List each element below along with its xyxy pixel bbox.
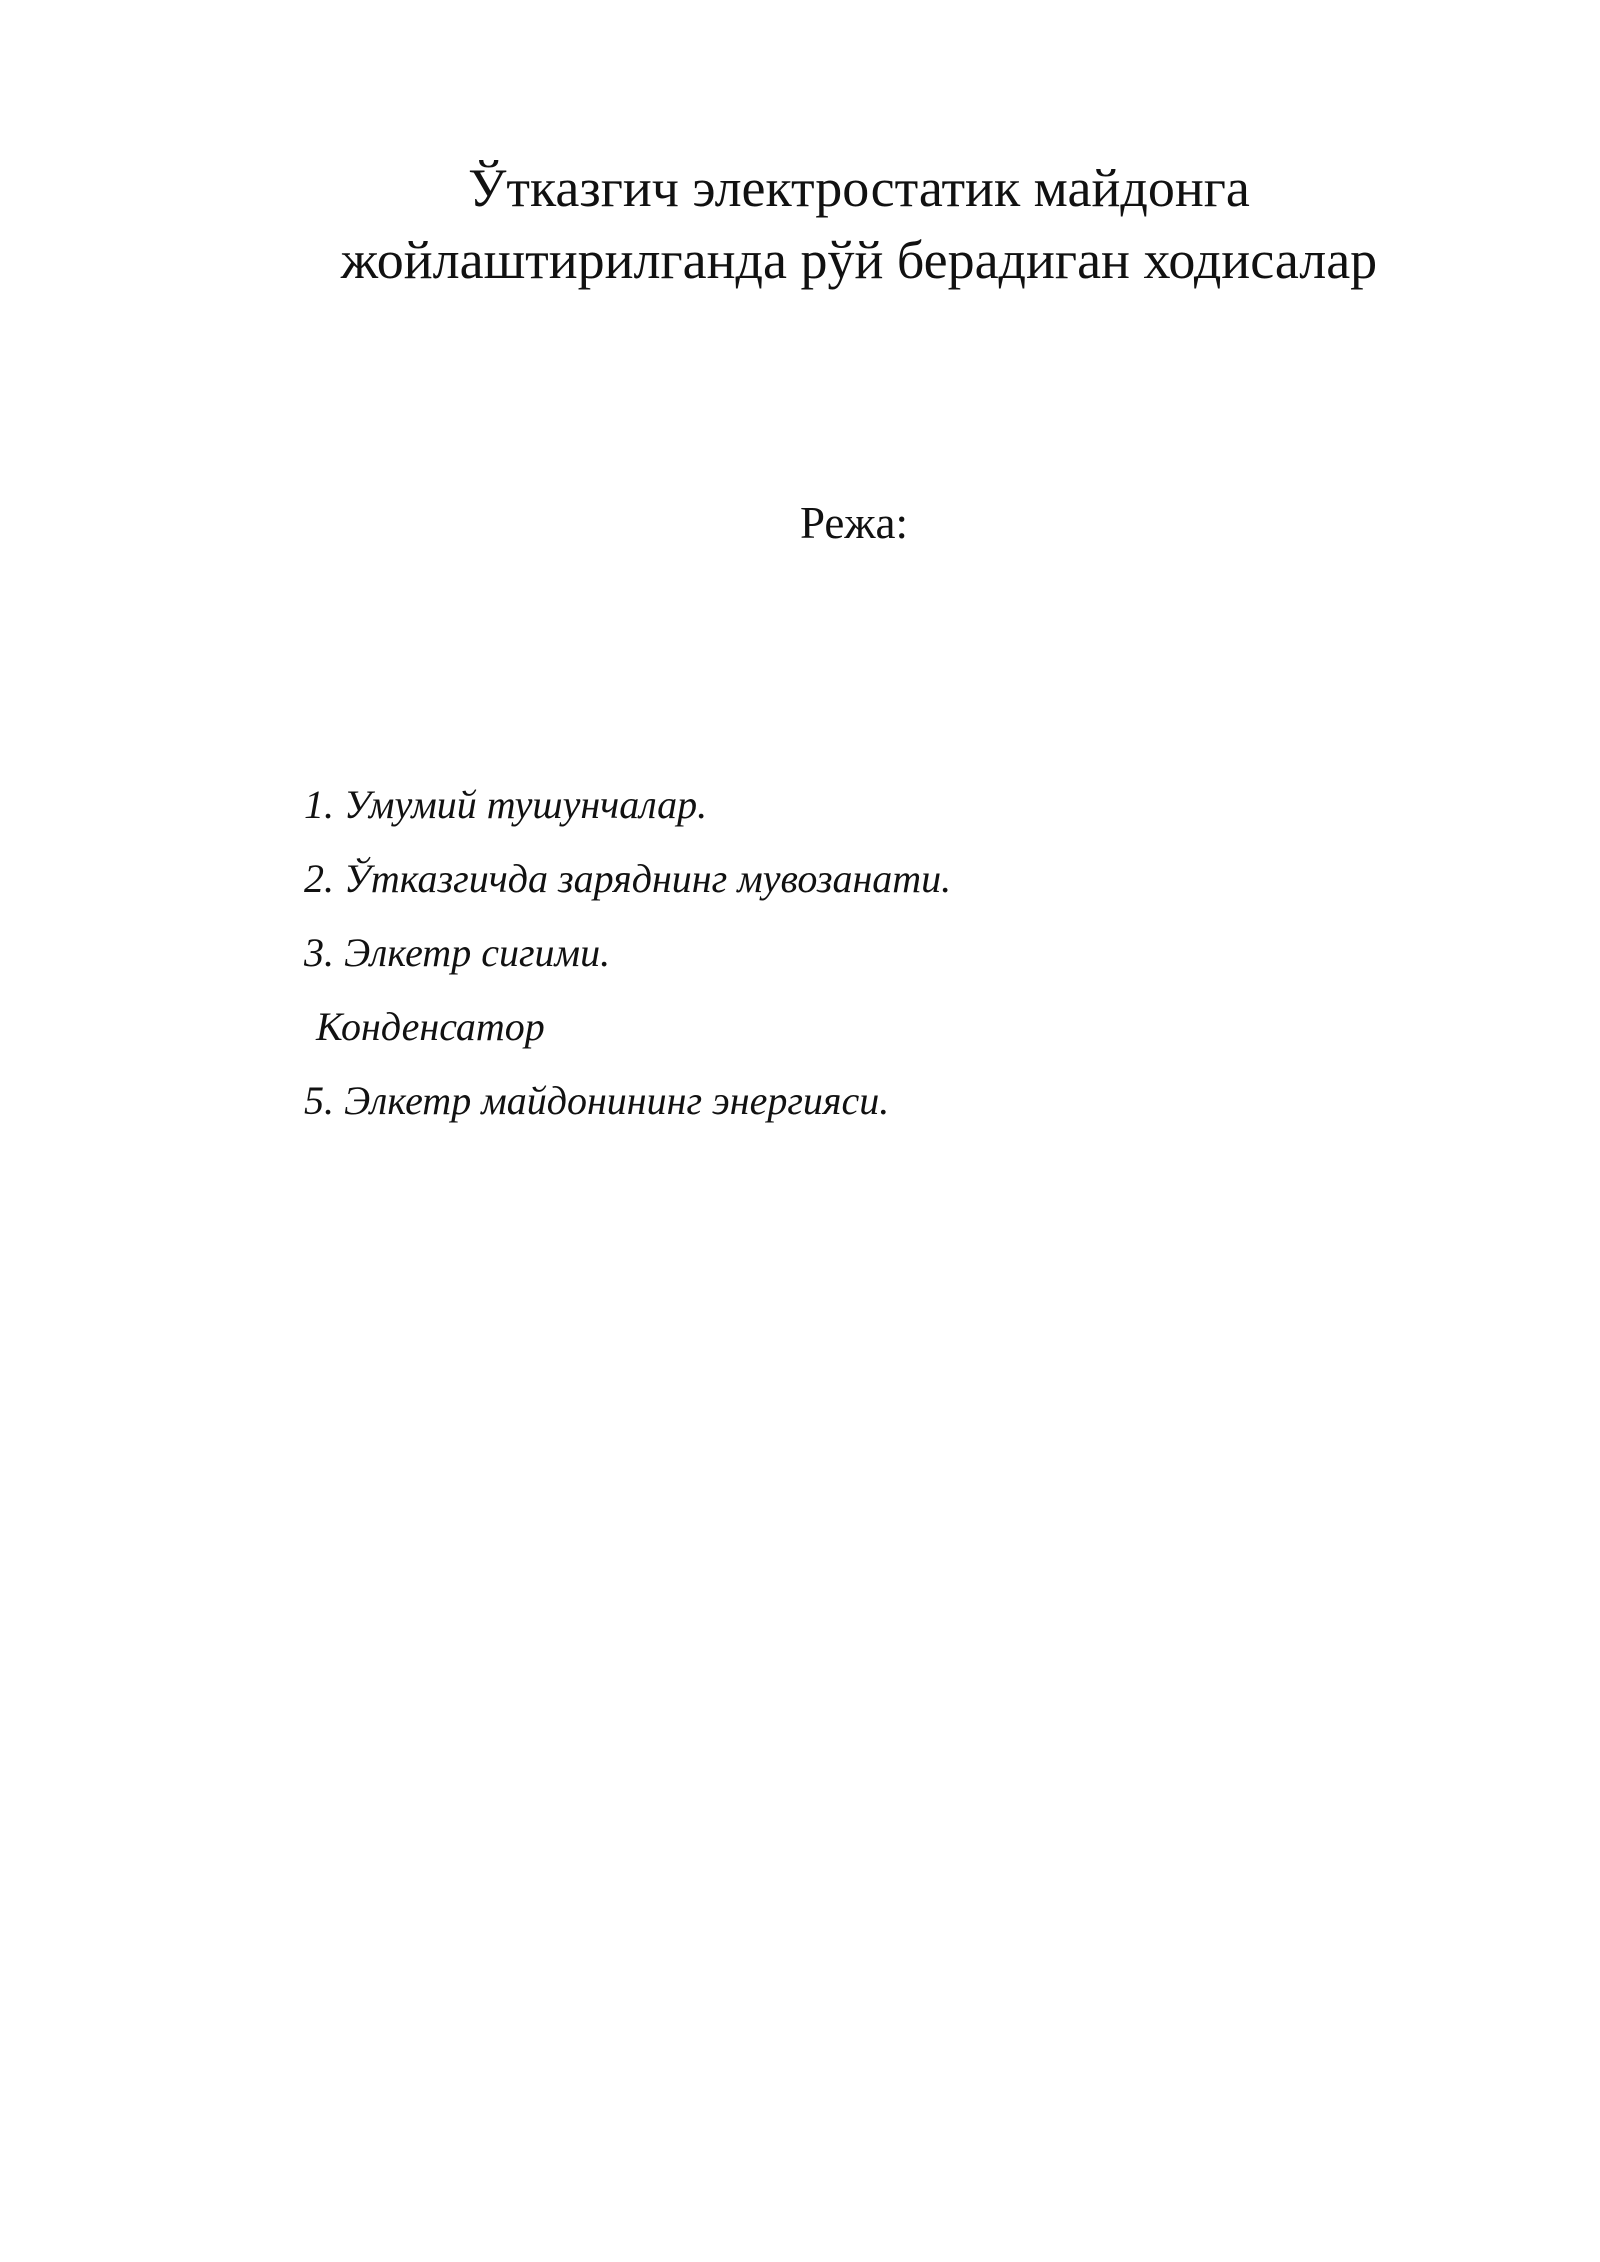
title-line-2: жойлаштирилганда рўй берадиган ходисалар	[340, 230, 1378, 290]
outline-item-3: 3. Элкетр сигими.	[304, 930, 611, 975]
outline-item-4: Конденсатор	[316, 1004, 545, 1049]
outline-item-2: 2. Ўтказгичда заряднинг мувозанати.	[304, 856, 952, 901]
outline-item-1: 1. Умумий тушунчалар.	[304, 782, 708, 827]
plan-heading: Режа:	[800, 498, 908, 548]
title-line-1: Ўтказгич электростатик майдонга	[468, 158, 1250, 218]
outline-item-5: 5. Элкетр майдонининг энергияси.	[304, 1078, 890, 1123]
outline-list	[304, 780, 951, 1150]
document-title	[0, 152, 1600, 296]
